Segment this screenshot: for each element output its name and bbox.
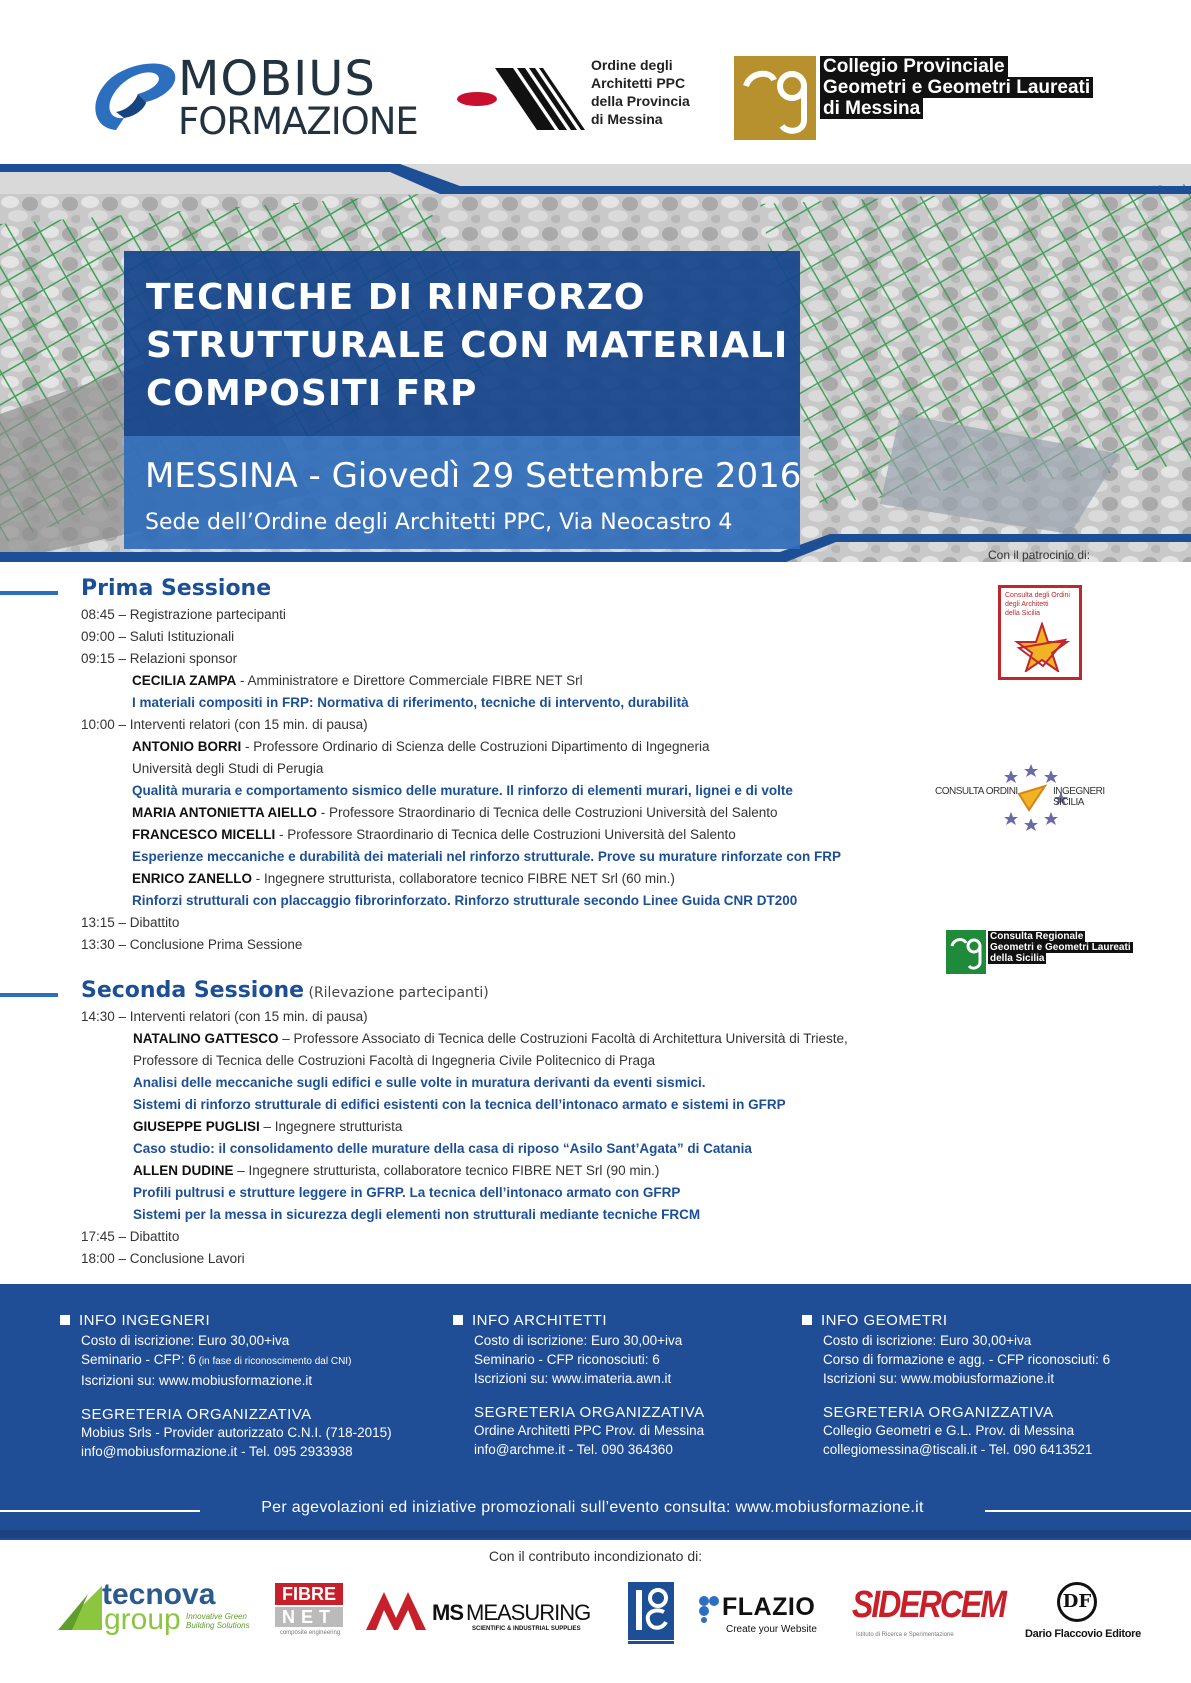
measuring-word: MEASURING [466,1600,591,1625]
net-word: NET [275,1607,343,1627]
talk-title: Caso studio: il consolidamento delle murature della casa di riposo “Asilo Sant’Agata” di Catania [133,1141,752,1156]
program-line: 17:45 – Dibattito [81,1229,180,1244]
fibre-net-tagline: composite engineering [279,1630,341,1636]
talk-title: Profili pultrusi e strutture leggere in GFRP. La tecnica dell’intonaco armato con GFRP [133,1185,681,1200]
talk-title: Sistemi per la messa in sicurezza degli elementi non strutturali mediante tecniche FRCM [133,1207,701,1222]
program-line: 09:00 – Saluti Istituzionali [81,629,235,644]
info-architetti-head: INFO ARCHITETTI [453,1312,783,1329]
info-geometri-cost: Costo di iscrizione: Euro 30,00+iva [823,1333,1032,1348]
promo-rule-right [985,1510,1191,1512]
seconda-session-note: (Rilevazione partecipanti) [304,985,489,1001]
info-ingegneri-head: INFO INGEGNERI [60,1312,440,1329]
info-geometri-head: INFO GEOMETRI [802,1312,1162,1329]
consulta-architetti-line-2: degli Architetti [1005,601,1049,608]
ms-word: MS [432,1600,463,1625]
collegio-line-2: Geometri e Geometri Laureati [820,77,1093,98]
segreteria-architetti-line-1: Ordine Architetti PPC Prov. di Messina [474,1423,705,1438]
info-ingegneri-column [60,1312,440,1461]
speaker-line: ENRICO ZANELLO - Ingegnere strutturista, collaboratore tecnico FIBRE NET Srl (60 min.) [132,871,675,886]
segreteria-ingegneri-line-1: Mobius Srls - Provider autorizzato C.N.I. (718-2015) [81,1425,392,1440]
tecnova-group-word: group [104,1603,181,1636]
program-line: 14:30 – Interventi relatori (con 15 min. di pausa) [81,1009,368,1024]
ordine-line-3: della Provincia [591,93,690,109]
speaker-line: ANTONIO BORRI - Professore Ordinario di Scienza delle Costruzioni Dipartimento di Ingegneria [132,739,710,754]
ic-logo [628,1582,674,1644]
ordine-line-4: di Messina [591,111,663,127]
info-architetti-iscrizioni: Iscrizioni su: www.imateria.awn.it [474,1371,672,1386]
consulta-architetti-line-1: Consulta degli Ordini [1005,592,1070,599]
formazione-word: FORMAZIONE [178,100,418,143]
fibre-word: FIBRE [275,1583,343,1605]
seconda-session-title: Seconda Sessione [81,978,305,1003]
sponsors-label: Con il contributo incondizionato di: [488,1548,703,1564]
collegio-line-3: di Messina [820,98,923,119]
talk-title: Sistemi di rinforzo strutturale di edifici esistenti con la tecnica dell’intonaco armato e sistemi in GFRP [133,1097,786,1112]
consulta-ingegneri-right: INGEGNERI SICILIA [1053,786,1105,808]
seconda-session-marker [0,993,58,997]
hero-title-line-2: STRUTTURALE CON MATERIALI [146,325,789,366]
hero-city-date: MESSINA - Giovedì 29 Settembre 2016 [145,456,802,496]
mobius-word: MOBIUS [178,51,376,107]
consulta-architetti-logo [998,585,1082,680]
tecnova-word: tecnova [102,1578,216,1611]
talk-title: Analisi delle meccaniche sugli edifici e sulle volte in muratura derivanti da eventi sismici. [133,1075,706,1090]
ic-mark-icon [628,1582,674,1644]
info-ingegneri-cfp: Seminario - CFP: 6 (in fase di riconoscimento dal CNI) [81,1352,352,1367]
talk-title: Qualità muraria e comportamento sismico delle murature. Il rinforzo di elementi murari, lignei e di volte [132,783,793,798]
bullet-square-icon [802,1315,812,1325]
ordine-line-2: Architetti PPC [591,75,686,91]
info-architetti-cost: Costo di iscrizione: Euro 30,00+iva [474,1333,683,1348]
promo-text: Per agevolazioni ed iniziative promozionali sull’evento consulta: www.mobiusformazione.it [261,1499,924,1516]
segreteria-ingegneri-head: SEGRETERIA ORGANIZZATIVA [81,1406,312,1423]
hero-venue: Sede dell’Ordine degli Architetti PPC, Via Neocastro 4 [145,510,733,535]
talk-title: Esperienze meccaniche e durabilità dei materiali nel rinforzo strutturale. Prove su murature rinforzate con FRP [132,849,841,864]
seconda-session-heading [81,978,489,1003]
info-geometri-column [802,1312,1162,1459]
program-line: 10:00 – Interventi relatori (con 15 min. di pausa) [81,717,368,732]
segreteria-architetti-head: SEGRETERIA ORGANIZZATIVA [474,1404,705,1421]
ms-measuring-logo [366,1588,606,1638]
speaker-line: GIUSEPPE PUGLISI – Ingegnere strutturista [133,1119,403,1134]
ms-mountain-icon [366,1588,434,1630]
measuring-tagline: SCIENTIFIC & INDUSTRIAL SUPPLIES [472,1626,581,1632]
consulta-geometri-logo [946,930,1146,976]
mobius-strip-icon [86,58,178,138]
cg-green-monogram-icon [946,930,986,974]
segreteria-geometri-head: SEGRETERIA ORGANIZZATIVA [823,1404,1054,1421]
talk-title: I materiali compositi in FRP: Normativa di riferimento, tecniche di intervento, durabilità [132,695,689,710]
hero-title-line-3: COMPOSITI FRP [146,373,478,414]
sidercem-logo [852,1582,1005,1642]
speaker-line: NATALINO GATTESCO – Professore Associato di Tecnica delle Costruzioni Facoltà di Architettura Università di Trieste, [133,1031,848,1046]
info-ingegneri-cost: Costo di iscrizione: Euro 30,00+iva [81,1333,290,1348]
collegio-geometri-logo [734,56,1134,141]
speaker-affiliation: Professore di Tecnica delle Costruzioni Facoltà di Ingegneria Civile Politecnico di Praga [133,1053,656,1068]
speaker-affiliation: Università degli Studi di Perugia [132,761,324,776]
info-ingegneri-iscrizioni: Iscrizioni su: www.mobiusformazione.it [81,1373,313,1388]
talk-title: Rinforzi strutturali con placcaggio fibrorinforzato. Rinforzo strutturale secondo Linee Guida CNR DT200 [132,893,798,908]
speaker-line: FRANCESCO MICELLI - Professore Straordinario di Tecnica delle Costruzioni Università del Salento [132,827,736,842]
ordine-architetti-logo [455,56,705,141]
dario-flaccovio-logo [1018,1582,1148,1644]
program-line: 13:30 – Conclusione Prima Sessione [81,937,303,952]
speaker-line: ALLEN DUDINE – Ingegnere strutturista, collaboratore tecnico FIBRE NET Srl (90 min.) [133,1163,660,1178]
consulta-ingegneri-left: CONSULTA ORDINI [935,786,1018,797]
bullet-square-icon [453,1315,463,1325]
promo-rule-left [0,1510,200,1512]
tecnova-logo [58,1580,258,1640]
mobius-logo [86,52,426,147]
patronage-label: Con il patrocinio di: [988,548,1091,562]
sidercem-tagline: Istituto di Ricerca e Sperimentazione [856,1632,954,1638]
consulta-ingegneri-logo [935,762,1135,832]
ordine-line-1: Ordine degli [591,57,673,73]
tecnova-leaf-icon [58,1586,102,1630]
hero-banner [0,164,1191,562]
program-line: 09:15 – Relazioni sponsor [81,651,238,666]
consulta-geometri-line-2: Geometri e Geometri Laureati [990,942,1131,953]
program-line: 13:15 – Dibattito [81,915,180,930]
speaker-line: MARIA ANTONIETTA AIELLO - Professore Straordinario di Tecnica delle Costruzioni Università del Salento [132,805,778,820]
footer-bottom-band [0,1530,1191,1538]
bullet-square-icon [60,1315,70,1325]
segreteria-geometri-line-2: collegiomessina@tiscali.it - Tel. 090 6413521 [823,1442,1093,1457]
df-mark: DF [1057,1582,1097,1622]
dario-word: Dario Flaccovio Editore [1025,1628,1141,1640]
consulta-architetti-line-3: della Sicilia [1005,610,1041,617]
tecnova-tagline: Innovative Green Building Solutions [186,1612,250,1630]
consulta-geometri-line-3: della Sicilia [990,953,1045,964]
segreteria-ingegneri-line-2: info@mobiusformazione.it - Tel. 095 2933938 [81,1444,353,1459]
segreteria-architetti-line-2: info@archme.it - Tel. 090 364360 [474,1442,673,1457]
fibre-net-logo [275,1583,345,1643]
flazio-word: FLAZIO [722,1593,816,1621]
prima-session-title: Prima Sessione [81,576,272,601]
program-line: 18:00 – Conclusione Lavori [81,1251,245,1266]
ordine-architetti-mark-icon [455,60,585,135]
flazio-f-icon [698,1595,720,1623]
prima-session-marker [0,591,58,595]
hero-title-line-1: TECNICHE DI RINFORZO [146,277,646,318]
consulta-geometri-line-1: Consulta Regionale [990,931,1084,942]
info-architetti-cfp: Seminario - CFP riconosciuti: 6 [474,1352,660,1367]
program-line: 08:45 – Registrazione partecipanti [81,607,286,622]
cg-monogram-icon [734,56,816,140]
sicily-star-icon [1013,622,1071,672]
speaker-line: CECILIA ZAMPA - Amministratore e Direttore Commerciale FIBRE NET Srl [132,673,583,688]
info-geometri-cfp: Corso di formazione e agg. - CFP riconosciuti: 6 [823,1352,1111,1367]
info-geometri-iscrizioni: Iscrizioni su: www.mobiusformazione.it [823,1371,1055,1386]
collegio-line-1: Collegio Provinciale [820,56,1008,77]
flazio-tagline: Create your Website [726,1624,817,1635]
segreteria-geometri-line-1: Collegio Geometri e G.L. Prov. di Messina [823,1423,1075,1438]
flazio-logo [698,1593,828,1639]
sidercem-word: SIDERCEM [852,1582,1005,1626]
info-architetti-column [453,1312,783,1459]
